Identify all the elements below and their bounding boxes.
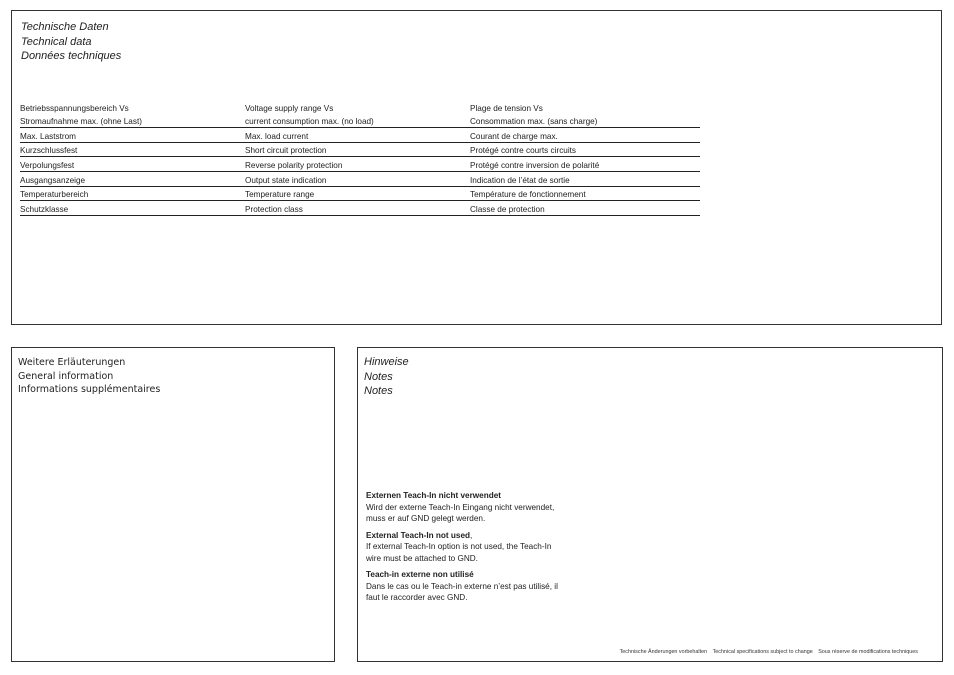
spec-label-en: Output state indication — [245, 175, 327, 185]
heading-en: General information — [18, 370, 114, 382]
heading-de: Technische Daten — [21, 21, 109, 33]
spec-label-fr: Consommation max. (sans charge) — [470, 117, 598, 127]
note-title — [366, 530, 566, 542]
note-block-de — [366, 490, 566, 525]
note-text: If external Teach-In option is not used, the Teach-In wire must be attached to GND. — [366, 542, 552, 563]
footer-de: Technische Änderungen vorbehalten — [619, 649, 708, 655]
technical-data-heading — [21, 20, 121, 64]
heading-fr: Informations supplémentaires — [18, 384, 161, 395]
spec-label-en: Voltage supply range Vs — [245, 103, 334, 113]
table-row — [20, 114, 700, 129]
spec-label-en: Max. load current — [245, 131, 309, 141]
notes-panel — [357, 347, 943, 662]
spec-label-de: Stromaufnahme max. (ohne Last) — [20, 117, 142, 127]
spec-label-en: Temperature range — [245, 190, 315, 200]
spec-label-fr: Classe de protection — [470, 204, 545, 214]
spec-label-en: current consumption max. (no load) — [245, 117, 374, 127]
technical-data-panel — [11, 10, 942, 325]
spec-label-fr: Protégé contre inversion de polarité — [470, 160, 600, 170]
spec-table — [20, 100, 700, 216]
footer-en: Technical specifications subject to change — [712, 649, 813, 655]
table-row — [20, 201, 700, 216]
table-row — [20, 157, 700, 172]
note-block-fr — [366, 569, 566, 604]
heading-fr: Données techniques — [21, 50, 122, 62]
spec-label-de: Verpolungsfest — [20, 160, 75, 170]
note-text: Wird der externe Teach-In Eingang nicht verwendet, muss er auf GND gelegt werden. — [366, 502, 555, 523]
spec-label-en: Reverse polarity protection — [245, 160, 343, 170]
general-info-panel — [11, 347, 335, 662]
spec-label-fr: Courant de charge max. — [470, 131, 558, 141]
spec-label-de: Betriebsspannungsbereich Vs — [20, 103, 129, 113]
spec-label-fr: Indication de l’état de sortie — [470, 175, 570, 185]
heading-en: Technical data — [21, 35, 92, 48]
spec-label-fr: Plage de tension Vs — [470, 103, 543, 113]
heading-de: Weitere Erläuterungen — [18, 357, 126, 368]
heading-de: Hinweise — [364, 356, 409, 368]
spec-label-en: Short circuit protection — [245, 146, 327, 156]
spec-label-de: Schutzklasse — [20, 204, 69, 214]
notes-body — [366, 490, 566, 609]
footer-disclaimer — [616, 649, 918, 655]
note-title-text: External Teach-In not used — [366, 530, 471, 540]
note-title-suffix: , — [470, 530, 473, 540]
spec-label-de: Ausgangsanzeige — [20, 175, 86, 185]
spec-label-fr: Température de fonctionnement — [470, 190, 586, 200]
general-info-heading — [18, 356, 160, 397]
table-row — [20, 100, 700, 114]
table-row — [20, 143, 700, 158]
spec-label-de: Temperaturbereich — [20, 190, 89, 200]
spec-label-de: Max. Laststrom — [20, 131, 76, 141]
heading-en: Notes — [364, 370, 393, 383]
note-title: Externen Teach-In nicht verwendet — [366, 491, 501, 500]
spec-label-en: Protection class — [245, 204, 303, 214]
note-text: Dans le cas ou le Teach-in externe n’est pas utilisé, il faut le raccorder avec GND. — [366, 581, 558, 602]
heading-fr: Notes — [364, 385, 393, 397]
note-block-en — [366, 530, 566, 565]
spec-label-de: Kurzschlussfest — [20, 146, 78, 156]
footer-fr: Sous réserve de modifications techniques — [818, 649, 918, 655]
table-row — [20, 128, 700, 143]
spec-label-fr: Protégé contre courts circuits — [470, 146, 577, 156]
table-row — [20, 172, 700, 187]
table-row — [20, 187, 700, 202]
note-title: Teach-in externe non utilisé — [366, 570, 474, 579]
notes-heading — [364, 355, 409, 399]
